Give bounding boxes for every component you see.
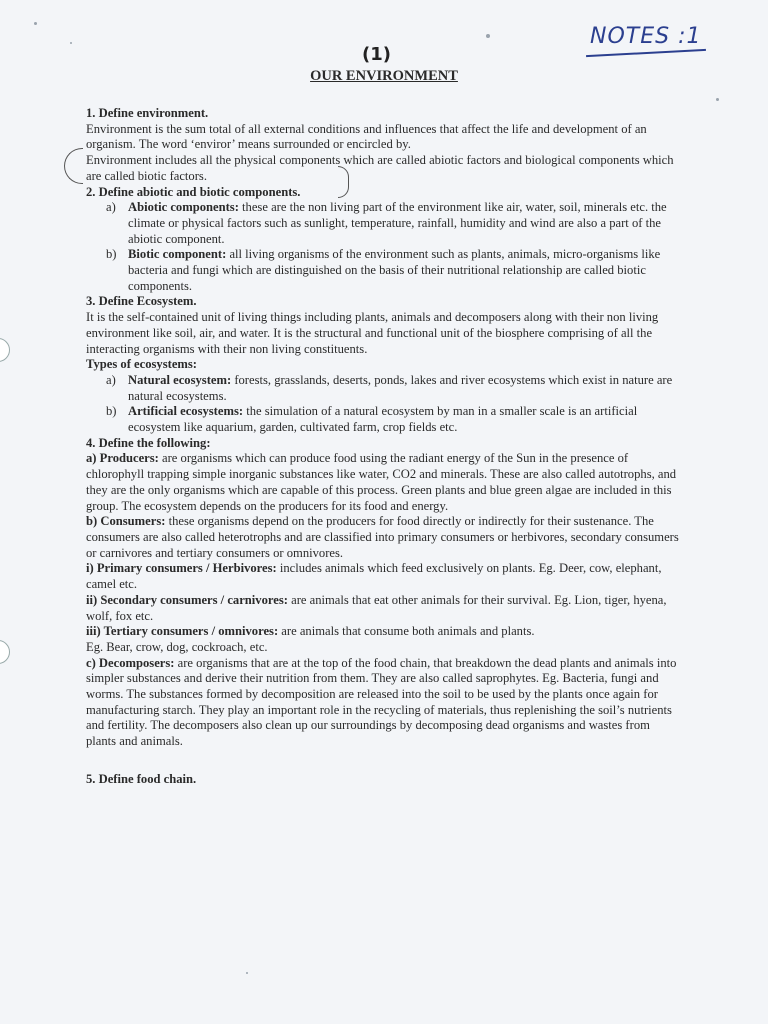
paragraph <box>86 561 680 592</box>
list-item <box>86 247 680 294</box>
paragraph <box>86 593 680 624</box>
page-title: OUR ENVIRONMENT <box>310 68 458 84</box>
term: Abiotic components: <box>128 200 239 215</box>
scan-speck <box>34 22 37 25</box>
section-heading: 3. Define Ecosystem. <box>86 294 197 309</box>
definition: the simulation of a natural ecosystem by man in a smaller scale is an artificial ecosystem like aquarium, garden, cultivated farm, crop fields etc. <box>128 404 638 435</box>
handwritten-note: NOTES :1 <box>590 24 702 49</box>
definition: these are the non living part of the environment like air, water, soil, minerals etc. the climate or physical factors such as sunlight, temperature, rainfall, humidity and wind are also a part of the abiotic component. <box>128 200 667 246</box>
definition: are organisms that are at the top of the food chain, that breakdown the dead plants and animals into simpler substances and derive their nutrition from them. They are also called saprophytes. Eg. Bacteria, fungi and worms. The substances formed by decomposition are released into the soil to be used by the plants once again for manufacturing starch. They play an important role in the recycling of materials, thus replenishing the soil’s nutrients and fertility. The decomposers also clean up our surroundings by decomposing dead organisms and wastes from plants and animals. <box>86 655 677 749</box>
definition: forests, grasslands, deserts, ponds, lakes and river ecosystems which exist in nature are natural ecosystems. <box>128 372 673 403</box>
scan-speck <box>70 42 72 44</box>
list-item-text <box>128 247 680 294</box>
paragraph: Eg. Bear, crow, dog, cockroach, etc. <box>86 639 268 654</box>
paragraph <box>86 451 680 514</box>
definition: are animals that consume both animals and plants. <box>278 624 535 639</box>
document-body <box>86 106 680 788</box>
list-item <box>86 373 680 404</box>
term: Biotic component: <box>128 247 227 262</box>
term: Artificial ecosystems: <box>128 404 244 419</box>
list-marker: a) <box>106 200 116 215</box>
term: a) Producers: <box>86 451 159 466</box>
section-heading: 4. Define the following: <box>86 435 211 450</box>
handwritten-underline <box>586 49 706 57</box>
term: Natural ecosystem: <box>128 372 232 387</box>
paragraph: Environment includes all the physical components which are called abiotic factors and biological components which are called biotic factors. <box>86 153 674 183</box>
section-heading: Types of ecosystems: <box>86 357 197 372</box>
punch-hole <box>0 640 10 664</box>
scan-speck <box>246 972 248 974</box>
definition: are animals that eat other animals for their survival. Eg. Lion, tiger, hyena, wolf, fox etc. <box>86 592 667 623</box>
list-item-text <box>128 404 680 435</box>
list-item-text <box>128 373 680 404</box>
definition: all living organisms of the environment such as plants, animals, micro-organisms like bacteria and fungi which are distinguished on the basis of their nutritional relationship are called biotic components. <box>128 247 661 293</box>
paragraph <box>86 514 680 561</box>
page-number: (1) <box>362 44 391 65</box>
list-marker: b) <box>106 404 117 419</box>
scan-speck <box>486 34 490 38</box>
definition: includes animals which feed exclusively on plants. Eg. Deer, cow, elephant, camel etc. <box>86 561 662 592</box>
section-heading: 5. Define food chain. <box>86 771 197 786</box>
section-heading: 1. Define environment. <box>86 106 209 120</box>
term: i) Primary consumers / Herbivores: <box>86 561 277 576</box>
term: ii) Secondary consumers / carnivores: <box>86 592 288 607</box>
definition: these organisms depend on the producers for food directly or indirectly for their sustenance. The consumers are also called heterotrophs and are classified into primary consumers or herbivores, secondary consumers or carnivores and tertiary consumers or omnivores. <box>86 514 679 560</box>
punch-hole <box>0 338 10 362</box>
paragraph <box>86 656 680 750</box>
scan-speck <box>716 98 719 101</box>
list-item-text <box>128 200 680 247</box>
list-item <box>86 404 680 435</box>
term: iii) Tertiary consumers / omnivores: <box>86 624 279 639</box>
section-heading: 2. Define abiotic and biotic components. <box>86 184 301 199</box>
definition: are organisms which can produce food using the radiant energy of the Sun in the presence of chlorophyll trapping simple inorganic substances like water, CO2 and minerals. These are also called autotrophs, and they are the only organisms which are capable of this process. Green plants and blue green algae are included in this group. The ecosystem depends on the producers for its food and energy. <box>86 451 677 513</box>
list-item <box>86 200 680 247</box>
term: c) Decomposers: <box>86 655 175 670</box>
pen-bracket-mark <box>64 148 83 184</box>
term: b) Consumers: <box>86 514 166 529</box>
paragraph: Environment is the sum total of all external conditions and influences that affect the life and development of an organism. The word ‘enviror’ means surrounded or encircled by. <box>86 121 647 152</box>
list-marker: a) <box>106 372 116 387</box>
list-marker: b) <box>106 247 117 262</box>
paragraph: It is the self-contained unit of living things including plants, animals and decomposers along with their non living environment like soil, air, and water. It is the structural and functional unit of the biosphere comprising of all the interacting organisms with their non living constituents. <box>86 310 659 356</box>
paragraph <box>86 624 680 640</box>
